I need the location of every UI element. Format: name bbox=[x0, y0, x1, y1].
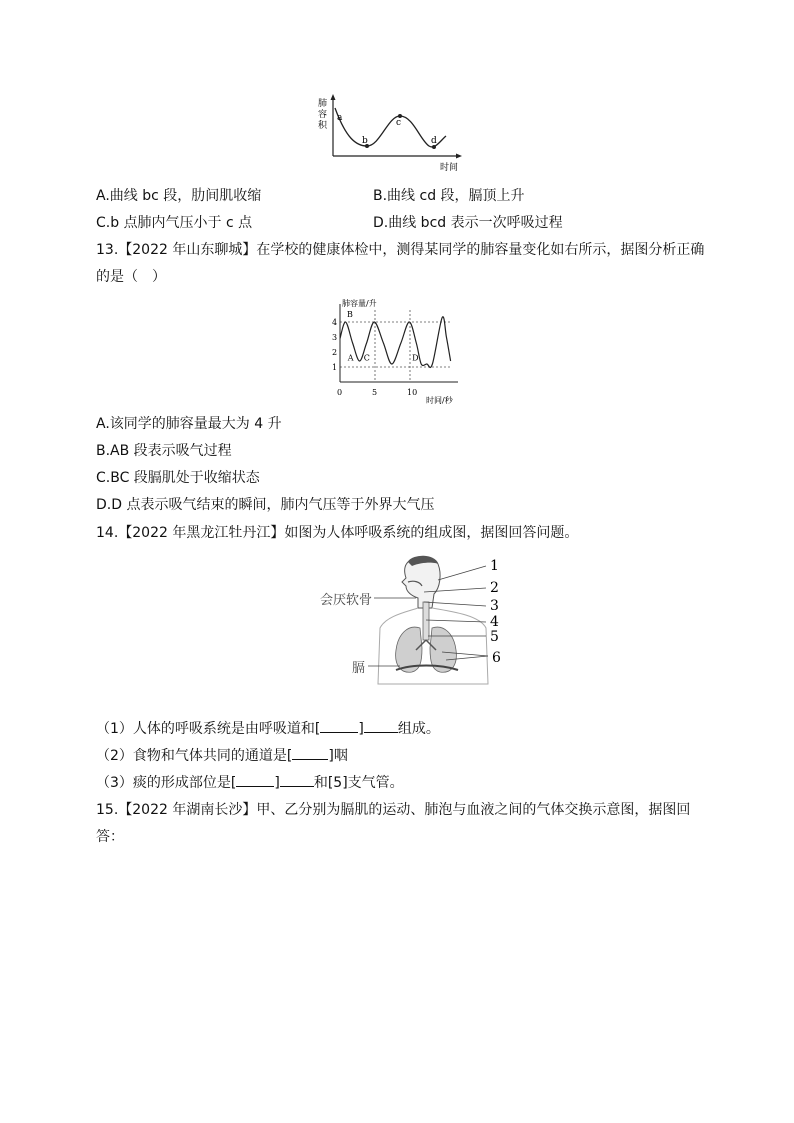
q14-sub3 bbox=[96, 772, 404, 793]
chart-point-label-A: A bbox=[347, 353, 354, 363]
q13-stem-line2: 的是（ ） bbox=[96, 269, 166, 285]
chart-point-label-D: D bbox=[412, 353, 419, 363]
resp-label-1: 1 bbox=[490, 558, 499, 574]
respiratory-system-figure bbox=[316, 552, 510, 690]
q12-option-c[interactable]: C.b 点肺内气压小于 c 点 bbox=[96, 215, 253, 231]
q15-stem-line1: 15.【2022 年湖南长沙】甲、乙分别为膈肌的运动、肺泡与血液之间的气体交换示意图，据图回 bbox=[96, 802, 691, 818]
trachea bbox=[423, 602, 429, 640]
q14-sub1 bbox=[96, 718, 440, 739]
head-outline bbox=[402, 556, 440, 608]
q14-sub3-suffix: 和[5]支气管。 bbox=[313, 775, 404, 791]
q14-sub1-suffix: 组成。 bbox=[397, 721, 440, 737]
resp-label-diaphragm: 膈 bbox=[352, 661, 366, 676]
q14-sub1-blank-number[interactable] bbox=[320, 718, 358, 733]
q14-sub2-blank-number[interactable] bbox=[292, 745, 328, 760]
q15-stem-line2: 答： bbox=[96, 829, 124, 845]
fig1-ylabel-char-1: 肺 bbox=[318, 99, 328, 109]
resp-label-2: 2 bbox=[490, 580, 499, 596]
fig1-point-c: c bbox=[396, 118, 402, 128]
q12-option-a[interactable]: A.曲线 bc 段，肋间肌收缩 bbox=[96, 188, 262, 204]
q14-sub2-prefix: （2）食物和气体共同的通道是[ bbox=[96, 748, 293, 764]
chart-ytick-2: 2 bbox=[332, 348, 338, 357]
lung-volume-curve-figure bbox=[316, 92, 476, 176]
resp-label-epiglottis: 会厌软骨 bbox=[320, 593, 373, 608]
chart-xtick-0: 0 bbox=[337, 388, 343, 397]
chart-ytick-3: 3 bbox=[332, 333, 338, 342]
q14-sub3-bracket: ] bbox=[274, 775, 280, 791]
q13-option-b[interactable]: B.AB 段表示吸气过程 bbox=[96, 443, 232, 459]
fig1-point-d: d bbox=[431, 136, 437, 146]
chart-ytick-4: 4 bbox=[332, 318, 338, 327]
fig1-point-b: b bbox=[362, 136, 368, 146]
fig1-curve bbox=[335, 108, 446, 147]
q14-sub2-suffix: ]咽 bbox=[328, 748, 348, 764]
resp-label-5: 5 bbox=[490, 629, 499, 645]
q13-option-a[interactable]: A.该同学的肺容量最大为 4 升 bbox=[96, 416, 282, 432]
fig1-ylabel-char-3: 积 bbox=[318, 121, 328, 131]
q13-stem-line1: 13.【2022 年山东聊城】在学校的健康体检中，测得某同学的肺容量变化如右所示，据图分析正确 bbox=[96, 242, 705, 258]
fig1-xlabel: 时间 bbox=[440, 163, 459, 173]
resp-label-3: 3 bbox=[490, 598, 499, 614]
q12-option-d[interactable]: D.曲线 bcd 表示一次呼吸过程 bbox=[373, 215, 563, 231]
chart-point-label-B: B bbox=[347, 309, 353, 319]
resp-label-6: 6 bbox=[492, 650, 501, 666]
lung-capacity-chart bbox=[326, 298, 466, 406]
chart-xlabel: 时间/秒 bbox=[426, 396, 453, 405]
q14-sub1-bracket: ] bbox=[358, 721, 364, 737]
q14-sub3-blank-name[interactable] bbox=[280, 772, 314, 787]
q14-sub1-prefix: （1）人体的呼吸系统是由呼吸道和[ bbox=[96, 721, 321, 737]
chart-ylabel: 肺容量/升 bbox=[342, 299, 377, 308]
chart-series-line bbox=[340, 317, 451, 368]
q14-sub1-blank-name[interactable] bbox=[364, 718, 398, 733]
chart-point-label-C: C bbox=[363, 353, 370, 363]
resp-label-4: 4 bbox=[490, 614, 499, 630]
q14-stem: 14.【2022 年黑龙江牡丹江】如图为人体呼吸系统的组成图，据图回答问题。 bbox=[96, 525, 579, 541]
q13-option-c[interactable]: C.BC 段膈肌处于收缩状态 bbox=[96, 470, 260, 486]
fig1-ylabel-char-2: 容 bbox=[318, 110, 328, 120]
q13-option-d[interactable]: D.D 点表示吸气结束的瞬间，肺内气压等于外界大气压 bbox=[96, 497, 435, 513]
q14-sub3-blank-number[interactable] bbox=[236, 772, 274, 787]
chart-xtick-10: 10 bbox=[407, 388, 418, 397]
fig1-point-a: a bbox=[337, 113, 343, 123]
q14-sub3-prefix: （3）痰的形成部位是[ bbox=[96, 775, 237, 791]
chart-ytick-1: 1 bbox=[332, 363, 338, 372]
q12-option-b[interactable]: B.曲线 cd 段，膈顶上升 bbox=[373, 188, 525, 204]
chart-xtick-5: 5 bbox=[372, 388, 378, 397]
q14-sub2 bbox=[96, 745, 348, 766]
